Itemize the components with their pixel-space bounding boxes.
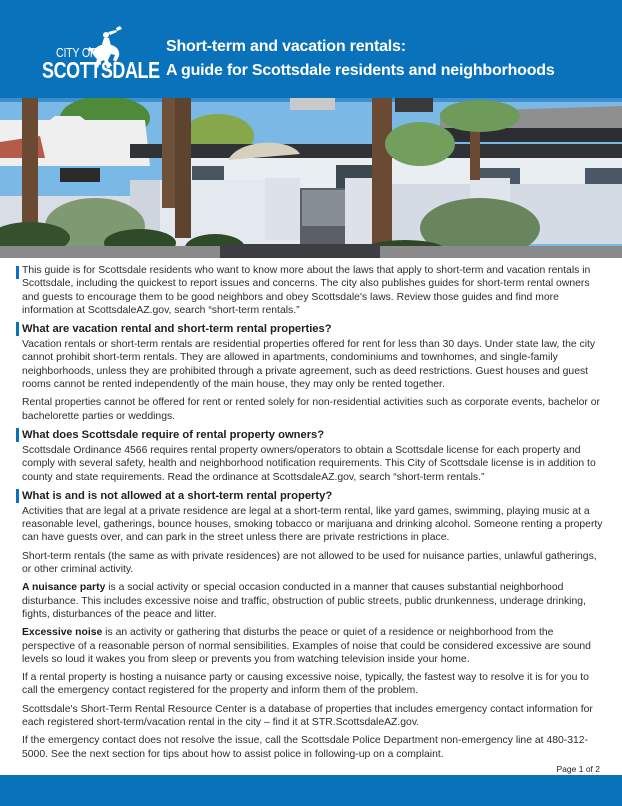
definition-term: A nuisance party (22, 582, 106, 594)
intro-block (0, 264, 622, 317)
title-line-1: Short-term and vacation rentals: (166, 38, 406, 55)
header-photo-house (0, 98, 622, 258)
logo-city-of-text: CITY OF (56, 45, 97, 60)
definition-text: is an activity or gathering that disturbs the peace or quiet of a residence or neighborhood from the perspective of a reasonable person of normal sensibilities. Examples of noise that could be considered excessive are sound levels so loud it wakes you from sleep or prevents you from watching television inside your home. (22, 627, 591, 665)
house-photo-illustration (0, 98, 622, 258)
intro-paragraph: This guide is for Scottsdale residents who want to know more about the laws that apply to short-term and vacation rentals in Scottsdale, including the quickest to report issues and concerns. The city also publishes guides for short-term rental owners and guests to encourage them to be good neighbors and obey Scottsdale's laws. Review those guides and find more information at ScottsdaleAZ.gov, search “short-term rentals.” (22, 265, 591, 316)
definition-term: Excessive noise (22, 627, 103, 639)
city-of-scottsdale-logo (42, 26, 160, 92)
accent-bar (16, 489, 19, 503)
definition-nuisance-party (0, 581, 622, 621)
section-paragraph: Vacation rentals or short-term rentals are residential properties offered for rent for less than 30 days. Under state law, the city cannot prohibit short-term rentals. They are allowed in apartments, condominiums and townhomes, and single-family neighborhoods, unless they are prohibited through a private agreement, such as deed restrictions. Guest houses and guest rooms cannot be rented independently of the main house, they may only be rented together. (22, 339, 596, 391)
accent-bar (16, 428, 19, 442)
section-paragraph: Rental properties cannot be offered for rent or rented solely for non-residential activities such as corporate events, bachelor or bachelorette parties or weddings. (22, 397, 600, 422)
section-paragraph: Scottsdale's Short-Term Rental Resource Center is a database of properties that includes emergency contact information for each registered short-term/vacation rental in the city – find it at STR.ScottsdaleAZ.gov. (22, 703, 593, 729)
section-heading-what-are-rentals (0, 322, 622, 336)
section-paragraph: Scottsdale Ordinance 4566 requires rental property owners/operators to obtain a Scottsdale license for each property and comply with several safety, health and neighborhood notification requirements. This City of Scottsdale license is in addition to county and state requirements. Read the ordinance at ScottsdaleAZ.gov, search “short-term rentals.” (22, 444, 596, 483)
logo-scottsdale-text: SCOTTSDALE (42, 57, 160, 83)
section-paragraph: Short-term rentals (the same as with private residences) are not allowed to be used for nuisance parties, unlawful gatherings, or other criminal activity. (22, 550, 597, 576)
document-body (0, 264, 622, 766)
section-heading-text: What are vacation rental and short-term rental properties? (22, 323, 332, 336)
section-heading-text: What does Scottsdale require of rental property owners? (22, 428, 325, 441)
section-paragraph: Activities that are legal at a private residence are legal at a short-term rental, like yard games, swimming, playing music at a reasonable level, gatherings, bounce houses, smoking tobacco or marijuana and drinking alcohol. Someone renting a property can have guests over, and can park in the street unless there are private restrictions in place. (22, 505, 603, 544)
page-number: Page 1 of 2 (556, 764, 600, 774)
section-paragraph: If the emergency contact does not resolve the issue, call the Scottsdale Police Department non-emergency line at 480-312-5000. See the next section for tips about how to assist police in following-up on a complaint. (22, 735, 589, 760)
header-banner (0, 0, 622, 98)
definition-text: is a social activity or special occasion conducted in a manner that causes substantial neighborhood disturbance. This includes excessive noise and traffic, obstruction of public streets, public drunkenness, underage drinking, fights, disturbances of the peace and litter. (22, 582, 586, 620)
section-heading-text: What is and is not allowed at a short-term rental property? (22, 489, 333, 502)
section-heading-owner-requirements (0, 428, 622, 442)
document-title (166, 35, 555, 83)
title-line-2: A guide for Scottsdale residents and neighborhoods (166, 62, 555, 79)
section-heading-allowed-activities (0, 489, 622, 503)
section-paragraph: If a rental property is hosting a nuisance party or causing excessive noise, typically, the fastest way to resolve it is for you to call the emergency contact registered for the property and inform them of the problem. (22, 672, 589, 697)
definition-excessive-noise (0, 626, 622, 666)
accent-bar (16, 266, 19, 279)
footer-banner (0, 775, 622, 806)
accent-bar (16, 322, 19, 336)
